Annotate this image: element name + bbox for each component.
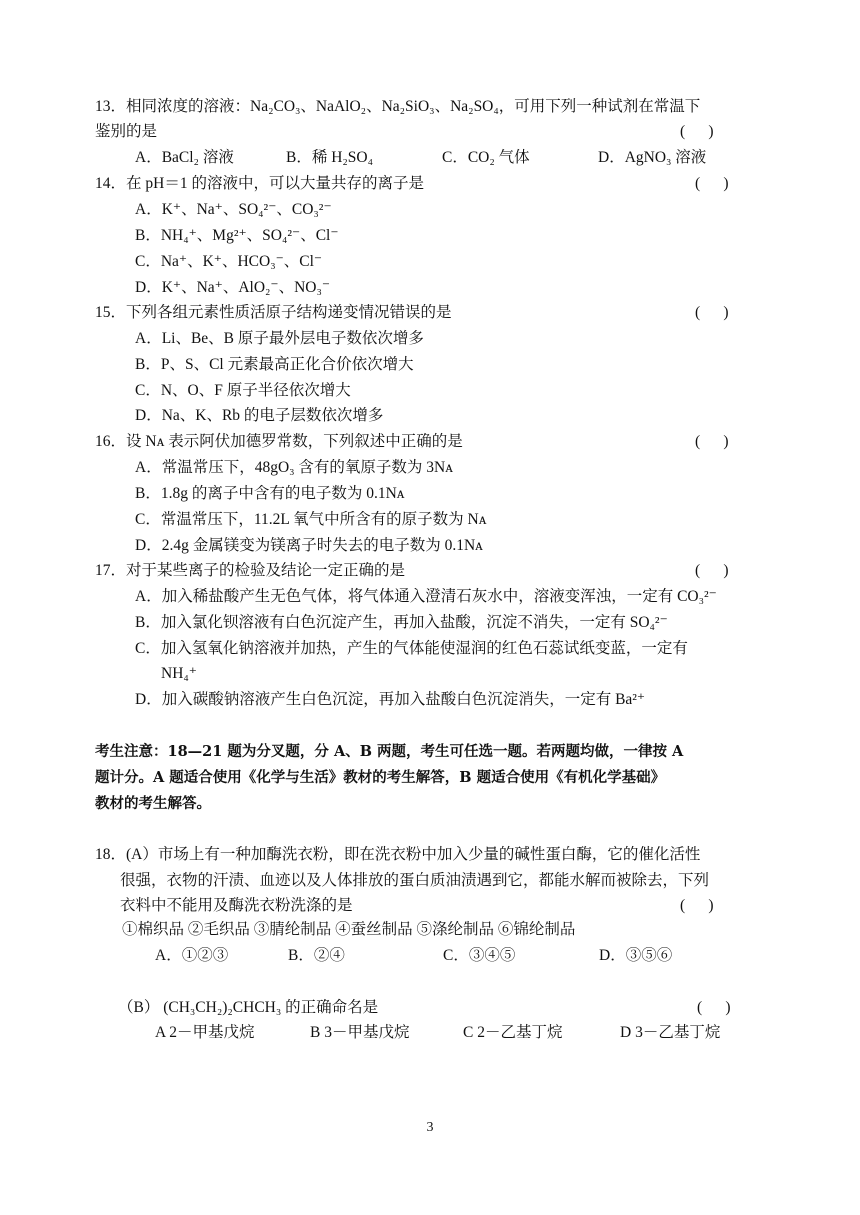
q18a-stem-line2: 很强，衣物的汗渍、血迹以及人体排放的蛋白质油渍遇到它，都能水解而被除去，下列 [120, 872, 710, 889]
q18a-option-b: B．②④ [288, 947, 345, 964]
q16-stem: 16．设 Nᴀ 表示阿伏加德罗常数，下列叙述中正确的是 [95, 433, 463, 450]
q16-option-a: A．常温常压下，48gO₃ 含有的氧原子数为 3Nᴀ [135, 459, 454, 476]
q18a-option-c: C．③④⑤ [443, 947, 516, 964]
q18a-option-a: A．①②③ [155, 947, 229, 964]
q15-option-b: B．P、S、Cl 元素最高正化合价依次增大 [135, 356, 414, 373]
q17-option-a: A．加入稀盐酸产生无色气体，将气体通入澄清石灰水中，溶液变浑浊，一定有 CO₃²⁻ [135, 588, 717, 605]
q17-stem: 17．对于某些离子的检验及结论一定正确的是 [95, 562, 406, 579]
page-number: 3 [426, 1120, 434, 1135]
q16-option-c: C．常温常压下，11.2L 氧气中所含有的原子数为 Nᴀ [135, 511, 487, 528]
q15-option-d: D．Na、K、Rb 的电子层数依次增多 [135, 407, 384, 424]
q18b-option-b: B 3－甲基戊烷 [310, 1024, 410, 1041]
q17-option-b: B．加入氯化钡溶液有白色沉淀产生，再加入盐酸，沉淀不消失，一定有 SO₄²⁻ [135, 614, 668, 631]
q17-answer-paren: ( ) [695, 562, 729, 579]
q14-option-d: D．K⁺、Na⁺、AlO₂⁻、NO₃⁻ [135, 279, 331, 296]
q17-option-c-line2: NH₄⁺ [161, 665, 197, 682]
q13-option-c: C．CO₂ 气体 [442, 149, 530, 166]
q18a-items: ①棉织品 ②毛织品 ③腈纶制品 ④蚕丝制品 ⑤涤纶制品 ⑥锦纶制品 [122, 921, 576, 938]
q18b-option-a: A 2－甲基戊烷 [155, 1024, 255, 1041]
q17-option-d: D．加入碳酸钠溶液产生白色沉淀，再加入盐酸白色沉淀消失，一定有 Ba²⁺ [135, 691, 646, 708]
q15-option-a: A．Li、Be、B 原子最外层电子数依次增多 [135, 330, 424, 347]
q14-option-c: C．Na⁺、K⁺、HCO₃⁻、Cl⁻ [135, 253, 323, 270]
notice-line1: 考生注意：18—21 题为分叉题，分 A、B 两题，考生可任选一题。若两题均做，一律按 A [95, 743, 684, 760]
q16-option-d: D．2.4g 金属镁变为镁离子时失去的电子数为 0.1Nᴀ [135, 537, 483, 554]
q13-option-b: B．稀 H₂SO₄ [286, 149, 374, 166]
q18b-answer-paren: ( ) [697, 999, 731, 1016]
q16-answer-paren: ( ) [695, 433, 729, 450]
q18a-stem-line3: 衣料中不能用及酶洗衣粉洗涤的是 [120, 897, 353, 914]
q14-answer-paren: ( ) [695, 175, 729, 192]
q13-option-a: A．BaCl₂ 溶液 [135, 149, 234, 166]
q16-option-b: B．1.8g 的离子中含有的电子数为 0.1Nᴀ [135, 485, 405, 502]
q18b-option-c: C 2－乙基丁烷 [463, 1024, 563, 1041]
q14-option-a: A．K⁺、Na⁺、SO₄²⁻、CO₃²⁻ [135, 201, 332, 218]
q13-stem-line1: 13．相同浓度的溶液：Na₂CO₃、NaAlO₂、Na₂SiO₃、Na₂SO₄，可用下列一种试剂在常温下 [95, 98, 701, 115]
q15-stem: 15．下列各组元素性质活原子结构递变情况错误的是 [95, 304, 452, 321]
q18a-option-d: D．③⑤⑥ [599, 947, 673, 964]
q15-option-c: C．N、O、F 原子半径依次增大 [135, 382, 351, 399]
q17-option-c-line1: C．加入氢氧化钠溶液并加热，产生的气体能使湿润的红色石蕊试纸变蓝，一定有 [135, 640, 688, 657]
q13-stem-line2: 鉴别的是 [95, 123, 158, 140]
q14-stem: 14．在 pH＝1 的溶液中，可以大量共存的离子是 [95, 175, 424, 192]
q13-option-d: D．AgNO₃ 溶液 [598, 149, 707, 166]
notice-line3: 教材的考生解答。 [95, 795, 211, 812]
q13-answer-paren: ( ) [680, 123, 714, 140]
q15-answer-paren: ( ) [695, 304, 729, 321]
q14-option-b: B．NH₄⁺、Mg²⁺、SO₄²⁻、Cl⁻ [135, 227, 339, 244]
q18a-stem-line1: 18．(A）市场上有一种加酶洗衣粉，即在洗衣粉中加入少量的碱性蛋白酶，它的催化活性 [95, 846, 701, 863]
q18b-stem: （B） (CH₃CH₂)₂CHCH₃ 的正确命名是 [118, 999, 379, 1016]
notice-line2: 题计分。A 题适合使用《化学与生活》教材的考生解答，B 题适合使用《有机化学基础》 [95, 769, 666, 786]
q18a-answer-paren: ( ) [680, 897, 714, 914]
q18b-option-d: D 3－乙基丁烷 [620, 1024, 721, 1041]
